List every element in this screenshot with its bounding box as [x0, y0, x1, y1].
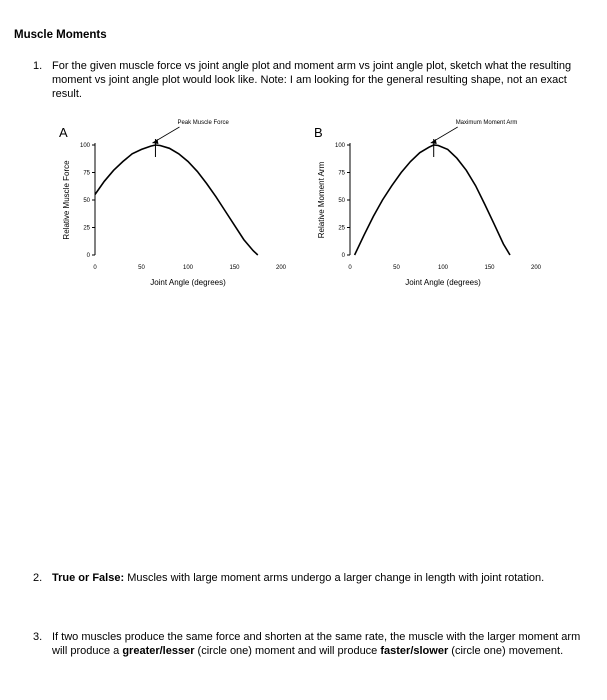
true-false-label: True or False:: [52, 572, 125, 584]
question-2-text: [52, 571, 544, 585]
chart-b-annotation: Maximum Moment Arm: [455, 120, 518, 126]
chart-b-y-axis-title: Relative Moment Arm: [317, 161, 326, 239]
question-1-number: 1.: [33, 60, 43, 72]
chart-b-series-line: [355, 145, 510, 255]
chart-a-y-tick-label: 100: [79, 143, 90, 149]
question-3-number: 3.: [33, 631, 43, 643]
question-3-part-c: (circle one) movement.: [448, 645, 564, 657]
chart-a-x-axis-title: Joint Angle (degrees): [150, 278, 226, 287]
question-3-text: [52, 630, 598, 658]
chart-b-x-tick-label: 200: [530, 265, 542, 271]
greater-lesser-choice[interactable]: greater/lesser: [122, 645, 195, 657]
question-1-text: For the given muscle force vs joint angle plot and moment arm vs joint angle plot, sketch what the resulting moment vs joint angle plot would look like. Note: I am looking for the general resulting shape, not an exact result.: [52, 60, 572, 100]
question-3-part-a: If two muscles produce the same force and shorten at the same rate, the muscle with the larger moment arm will produce a: [52, 631, 581, 657]
chart-b-y-tick-label: 75: [338, 170, 345, 177]
chart-a-panel-label: A: [59, 125, 68, 140]
chart-b-panel-label: B: [314, 125, 323, 140]
chart-a-x-tick-label: 0: [93, 265, 97, 271]
chart-a-annotation: Peak Muscle Force: [177, 120, 229, 126]
chart-a-y-tick-label: 25: [83, 225, 90, 232]
question-3-part-b: (circle one) moment and will produce: [194, 645, 381, 657]
chart-b-x-tick-label: 0: [348, 265, 352, 271]
chart-a-muscle-force: [55, 115, 295, 300]
chart-b-x-tick-label: 50: [393, 265, 400, 271]
chart-b-x-tick-label: 150: [484, 265, 495, 271]
chart-a-y-axis-title: Relative Muscle Force: [62, 160, 71, 240]
chart-a-series-line: [95, 145, 258, 255]
chart-a-x-tick-label: 50: [138, 265, 145, 271]
chart-b-moment-arm: [310, 115, 550, 300]
faster-slower-choice[interactable]: faster/slower: [380, 645, 449, 657]
chart-a-x-tick-label: 100: [182, 265, 194, 271]
chart-b-y-tick-label: 25: [338, 225, 345, 232]
page-title: Muscle Moments: [14, 29, 107, 41]
question-2-statement: Muscles with large moment arms undergo a larger change in length with joint rotation.: [124, 572, 545, 584]
chart-b-x-axis-title: Joint Angle (degrees): [405, 278, 481, 287]
chart-b-x-tick-label: 100: [437, 265, 449, 271]
chart-a-x-tick-label: 150: [229, 265, 240, 271]
question-2-number: 2.: [33, 572, 43, 584]
chart-a-y-tick-label: 0: [86, 253, 90, 259]
chart-b-y-tick-label: 100: [334, 143, 345, 149]
chart-a-y-tick-label: 75: [83, 170, 90, 177]
chart-b-y-tick-label: 50: [338, 198, 345, 204]
chart-b-y-tick-label: 0: [341, 253, 345, 259]
chart-a-y-tick-label: 50: [83, 198, 90, 204]
chart-a-x-tick-label: 200: [275, 265, 287, 271]
